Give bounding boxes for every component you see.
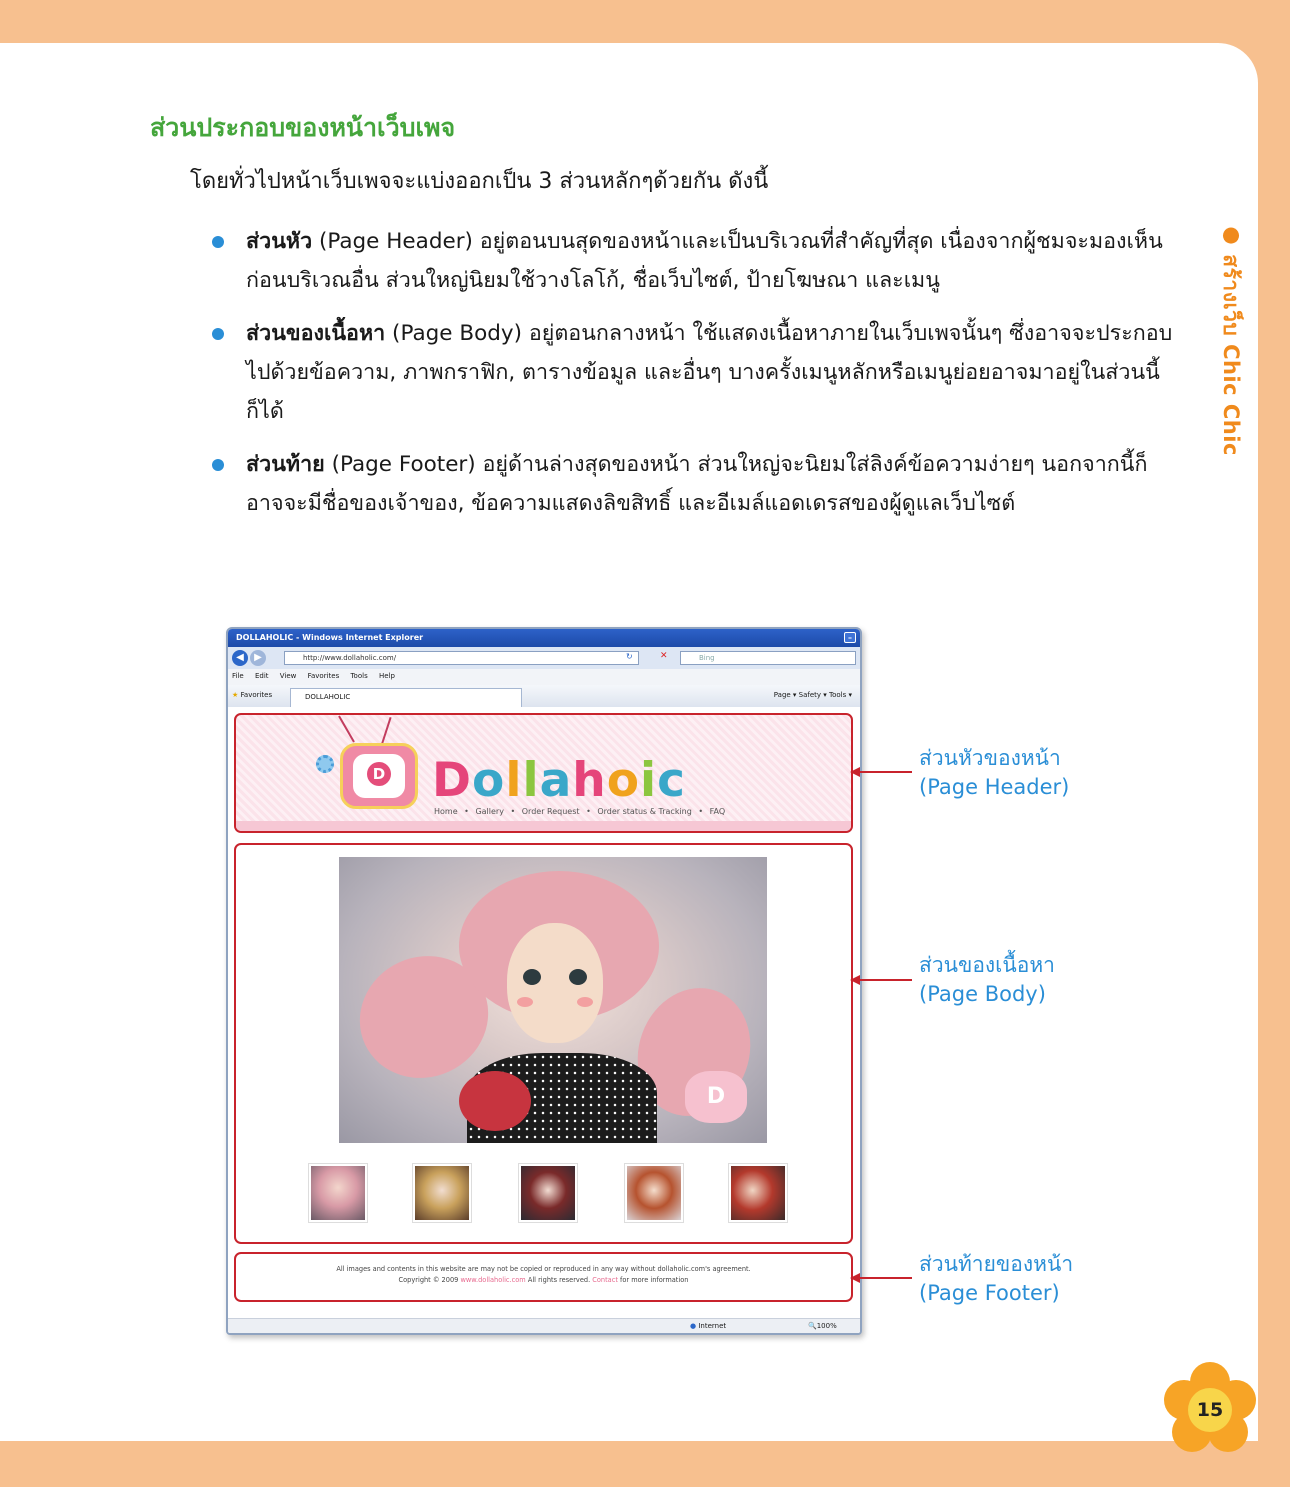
doll-eye <box>523 969 541 985</box>
favorites-bar <box>228 685 860 707</box>
bullet-term: ส่วนของเนื้อหา <box>246 321 386 346</box>
browser-tab[interactable]: DOLLAHOLIC <box>290 688 522 707</box>
arrow-line <box>858 1277 912 1279</box>
bullet-header <box>208 222 1183 300</box>
nav-separator: • <box>586 807 591 816</box>
rights-text: All rights reserved. <box>525 1276 593 1284</box>
flower-deco-icon <box>316 755 334 773</box>
thumbnail[interactable] <box>624 1163 684 1223</box>
internet-zone <box>690 1322 726 1330</box>
browser-title: DOLLAHOLIC - Windows Internet Explorer <box>236 633 424 642</box>
logo-letter: a <box>539 753 573 808</box>
tv-antenna <box>338 716 355 743</box>
bullet-footer <box>208 445 1183 523</box>
callout-th: ส่วนหัวของหน้า <box>919 746 1061 770</box>
bullet-body <box>208 314 1183 431</box>
bullet-dot-icon <box>212 236 224 248</box>
callout-en: (Page Footer) <box>919 1281 1060 1305</box>
page-footer-region <box>234 1252 853 1302</box>
watermark-logo: D <box>685 1071 747 1123</box>
logo-letter: i <box>640 753 658 808</box>
zone-label: Internet <box>698 1322 727 1330</box>
nav-order-status[interactable]: Order status & Tracking <box>597 807 692 816</box>
header-strip <box>236 821 851 831</box>
callout-footer <box>919 1250 1073 1308</box>
menu-file[interactable]: File <box>232 672 244 680</box>
favorites-button[interactable] <box>232 691 272 699</box>
doll-hero-image <box>339 857 767 1143</box>
section-title: ส่วนประกอบของหน้าเว็บเพจ <box>150 113 456 142</box>
menu-view[interactable]: View <box>279 672 297 680</box>
site-link[interactable]: www.dollaholic.com <box>460 1276 526 1284</box>
site-logo[interactable] <box>432 753 686 808</box>
contact-link[interactable]: Contact <box>592 1276 618 1284</box>
bullet-list <box>208 222 1183 537</box>
logo-letter: o <box>606 753 641 808</box>
browser-titlebar <box>228 629 860 647</box>
page-header-region <box>234 713 853 833</box>
footer-copyright <box>236 1275 851 1286</box>
thumbnail[interactable] <box>728 1163 788 1223</box>
command-bar[interactable]: Page ▾ Safety ▾ Tools ▾ <box>773 691 852 699</box>
site-nav <box>434 807 729 816</box>
copyright-text: Copyright © 2009 <box>398 1276 461 1284</box>
arrow-line <box>858 979 912 981</box>
callout-en: (Page Body) <box>919 982 1046 1006</box>
doll-face <box>507 923 603 1043</box>
menu-edit[interactable]: Edit <box>254 672 269 680</box>
page-body-region <box>234 843 853 1244</box>
bullet-dot-icon <box>212 328 224 340</box>
thumbnail[interactable] <box>518 1163 578 1223</box>
nav-separator: • <box>464 807 469 816</box>
browser-viewport <box>228 707 860 1317</box>
tv-antenna <box>381 717 392 744</box>
doll-roses <box>459 1071 531 1131</box>
doll-cheek <box>577 997 593 1007</box>
browser-screenshot <box>226 627 862 1335</box>
bullet-dot-icon <box>212 459 224 471</box>
menu-favorites[interactable]: Favorites <box>307 672 340 680</box>
url-input[interactable]: http://www.dollaholic.com/ <box>284 651 639 665</box>
nav-separator: • <box>698 807 704 816</box>
logo-letter: c <box>657 753 687 808</box>
tv-screen <box>353 754 405 798</box>
zoom-value: 100% <box>816 1322 837 1330</box>
bullet-term: ส่วนหัว <box>246 229 313 254</box>
search-input[interactable]: Bing <box>680 651 856 665</box>
back-icon[interactable]: ◀ <box>232 650 248 666</box>
star-icon: ★ <box>232 691 239 699</box>
nav-faq[interactable]: FAQ <box>709 807 726 816</box>
menu-bar <box>228 669 860 685</box>
callout-th: ส่วนท้ายของหน้า <box>919 1252 1074 1276</box>
globe-icon: ● <box>690 1322 697 1330</box>
side-tab-label: ● สร้างเว็บ Chic Chic <box>1219 222 1243 456</box>
nav-separator: • <box>510 807 516 816</box>
zoom-icon: 🔍 <box>808 1322 817 1330</box>
callout-th: ส่วนของเนื้อหา <box>919 953 1055 977</box>
zoom-level[interactable] <box>808 1322 837 1330</box>
footer-notice: All images and contents in this website are may not be copied or reproduced in any way without dollaholic.com's agreement. <box>336 1265 751 1273</box>
callout-header <box>919 744 1069 802</box>
callout-en: (Page Header) <box>919 775 1070 799</box>
bullet-term: ส่วนท้าย <box>246 452 325 477</box>
bullet-text: (Page Footer) อยู่ด้านล่างสุดของหน้า ส่วนใหญ่จะนิยมใส่ลิงค์ข้อความง่ายๆ นอกจากนี้ก็อาจจะมีชื่อของเจ้าของ, ข้อความแสดงลิขสิทธิ์ และอีเมล์แอดเดรสของผู้ดูแลเว็บไซต์ <box>246 452 1148 516</box>
nav-gallery[interactable]: Gallery <box>475 807 504 816</box>
logo-letter: l <box>505 753 523 808</box>
menu-tools[interactable]: Tools <box>350 672 368 680</box>
status-bar <box>228 1318 860 1333</box>
page-number-flower-icon <box>1162 1362 1258 1458</box>
refresh-icon[interactable]: ↻ <box>626 652 633 661</box>
page-number: 15 <box>1188 1388 1232 1432</box>
nav-order-request[interactable]: Order Request <box>521 807 580 816</box>
logo-letter: h <box>572 753 607 808</box>
callout-body <box>919 951 1055 1009</box>
thumbnail-strip <box>236 1163 851 1225</box>
favorites-label: Favorites <box>240 691 273 699</box>
forward-icon[interactable]: ▶ <box>250 650 266 666</box>
logo-letter: o <box>472 753 506 808</box>
intro-paragraph: โดยทั่วไปหน้าเว็บเพจจะแบ่งออกเป็น 3 ส่วนหลักๆด้วยกัน ดังนี้ <box>190 169 769 194</box>
stop-icon[interactable]: ✕ <box>660 651 668 661</box>
logo-letter: l <box>522 753 540 808</box>
logo-letter: D <box>432 753 473 808</box>
tv-letter: D <box>367 762 391 786</box>
info-text: for more information <box>617 1276 689 1284</box>
minimize-icon[interactable]: – <box>844 632 856 643</box>
doll-eye <box>569 969 587 985</box>
thumbnail[interactable] <box>412 1163 472 1223</box>
bullet-text: (Page Body) อยู่ตอนกลางหน้า ใช้แสดงเนื้อหาภายในเว็บเพจนั้นๆ ซึ่งอาจจะประกอบไปด้วยข้อความ, ภาพกราฟิก, ตารางข้อมูล และอื่นๆ บางครั้งเมนูหลักหรือเมนูย่อยอาจมาอยู่ในส่วนนี้ก็ได้ <box>246 321 1173 424</box>
thumbnail[interactable] <box>308 1163 368 1223</box>
address-bar <box>228 647 860 669</box>
arrow-line <box>858 771 912 773</box>
doll-cheek <box>517 997 533 1007</box>
menu-help[interactable]: Help <box>378 672 395 680</box>
tv-logo-icon <box>340 743 418 809</box>
nav-home[interactable]: Home <box>434 807 458 816</box>
bullet-text: (Page Header) อยู่ตอนบนสุดของหน้าและเป็นบริเวณที่สำคัญที่สุด เนื่องจากผู้ชมจะมองเห็นก่อนบริเวณอื่น ส่วนใหญ่นิยมใช้วางโลโก้, ชื่อเว็บไซต์, ป้ายโฆษณา และเมนู <box>246 229 1163 293</box>
